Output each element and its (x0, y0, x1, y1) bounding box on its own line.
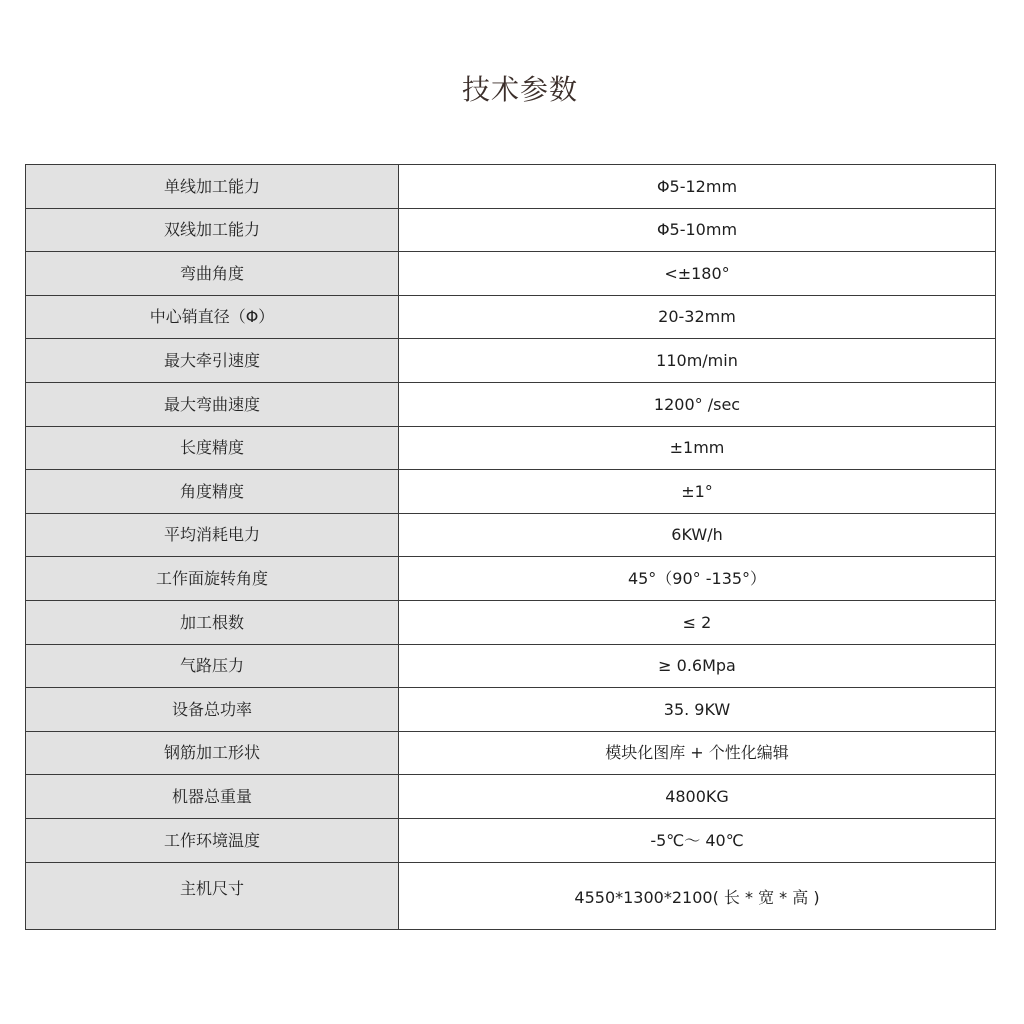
table-row (26, 644, 996, 688)
param-value-cell: 1200° /sec (399, 382, 996, 426)
param-value-cell: 35. 9KW (399, 688, 996, 732)
param-name-cell: 设备总功率 (26, 688, 399, 732)
param-value-cell: ±1mm (399, 426, 996, 470)
table-row (26, 775, 996, 819)
param-name-cell: 机器总重量 (26, 775, 399, 819)
param-name-cell: 平均消耗电力 (26, 513, 399, 557)
table-row (26, 513, 996, 557)
table-row (26, 295, 996, 339)
page-title: 技术参数 (461, 73, 578, 106)
param-value-cell: 模块化图库 + 个性化编辑 (399, 731, 996, 775)
table-row (26, 208, 996, 252)
param-value-cell: ≤ 2 (399, 600, 996, 644)
param-value-cell: Φ5-10mm (399, 208, 996, 252)
param-name-cell: 双线加工能力 (26, 208, 399, 252)
table-row (26, 688, 996, 732)
param-name-cell: 主机尺寸 (26, 862, 399, 929)
param-name-cell: 单线加工能力 (26, 165, 399, 209)
param-name-cell: 长度精度 (26, 426, 399, 470)
table-row (26, 731, 996, 775)
param-value-cell: 45°（90° -135°） (399, 557, 996, 601)
param-value-cell: Φ5-12mm (399, 165, 996, 209)
param-value-cell: <±180° (399, 252, 996, 296)
param-name-cell: 工作环境温度 (26, 818, 399, 862)
param-value-cell: ±1° (399, 470, 996, 514)
param-name-cell: 最大牵引速度 (26, 339, 399, 383)
param-value-cell: ≥ 0.6Mpa (399, 644, 996, 688)
param-value-cell: 6KW/h (399, 513, 996, 557)
param-name-cell: 钢筋加工形状 (26, 731, 399, 775)
table-row (26, 382, 996, 426)
param-name-cell: 角度精度 (26, 470, 399, 514)
table-row (26, 557, 996, 601)
table-row (26, 862, 996, 929)
table-row (26, 165, 996, 209)
param-value-cell: 110m/min (399, 339, 996, 383)
param-value-cell: 4550*1300*2100( 长 * 宽 * 高 ) (399, 862, 996, 929)
table-row (26, 339, 996, 383)
param-name-cell: 气路压力 (26, 644, 399, 688)
spec-table (25, 164, 996, 930)
param-name-cell: 最大弯曲速度 (26, 382, 399, 426)
param-value-cell: -5℃～ 40℃ (399, 818, 996, 862)
table-row (26, 600, 996, 644)
param-name-cell: 加工根数 (26, 600, 399, 644)
param-value-cell: 4800KG (399, 775, 996, 819)
table-row (26, 426, 996, 470)
param-value-cell: 20-32mm (399, 295, 996, 339)
param-name-cell: 工作面旋转角度 (26, 557, 399, 601)
table-row (26, 470, 996, 514)
table-row (26, 252, 996, 296)
table-row (26, 818, 996, 862)
param-name-cell: 弯曲角度 (26, 252, 399, 296)
param-name-cell: 中心销直径（Φ） (26, 295, 399, 339)
